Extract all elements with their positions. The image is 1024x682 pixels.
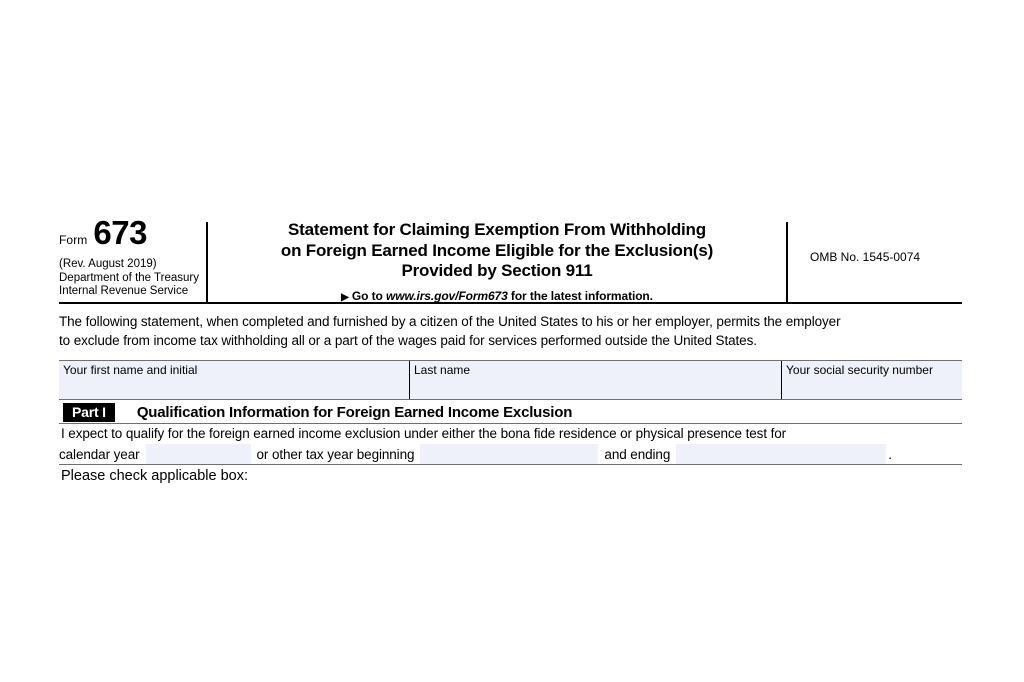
form-revision-date: (Rev. August 2019)	[59, 258, 157, 270]
form-title-line-3: Provided by Section 911	[401, 261, 593, 280]
ssn-label: Your social security number	[786, 363, 933, 377]
qualification-statement-line-1: I expect to qualify for the foreign earned income exclusion under either the bona fide residence or physical presence test for	[61, 426, 787, 441]
and-ending-label: and ending	[604, 447, 671, 462]
intro-line-1: The following statement, when completed and furnished by a citizen of the United States to his or her employer, permits the employer	[59, 314, 841, 329]
calendar-year-input[interactable]	[146, 444, 251, 464]
form-title-line-2: on Foreign Earned Income Eligible for the Exclusion(s)	[280, 240, 714, 260]
check-applicable-box-prompt: Please check applicable box:	[61, 468, 249, 484]
intro-line-2: to exclude from income tax withholding all or a part of the wages paid for services performed outside the United States.	[59, 333, 757, 348]
irs-form-url-link[interactable]: www.irs.gov/Form673	[385, 288, 508, 303]
form-header	[59, 212, 962, 304]
goto-instruction-line	[208, 289, 786, 303]
intro-paragraph	[59, 304, 962, 350]
department-line-1: Department of the Treasury	[59, 271, 199, 284]
first-name-field[interactable]	[59, 361, 409, 399]
form-number: 673	[93, 214, 147, 251]
right-triangle-icon: ▶	[341, 291, 349, 303]
form-number-row	[59, 216, 206, 256]
form-title-line-1: Statement for Claiming Exemption From Withholding	[288, 220, 706, 239]
tax-year-ending-input[interactable]	[676, 444, 886, 464]
last-name-field[interactable]	[409, 361, 781, 399]
tax-year-fill-row	[59, 444, 962, 465]
part-1-heading: Qualification Information for Foreign Earned Income Exclusion	[136, 403, 573, 421]
part-1-header-bar	[59, 400, 962, 424]
form-title-block	[208, 212, 786, 302]
other-tax-year-beginning-label: or other tax year beginning	[256, 447, 415, 462]
tax-year-beginning-input[interactable]	[420, 444, 598, 464]
first-name-label: Your first name and initial	[63, 363, 198, 377]
form-identity-block	[59, 212, 206, 302]
goto-suffix: for the latest information.	[510, 288, 653, 303]
omb-number: OMB No. 1545-0074	[810, 250, 921, 264]
sentence-period: .	[888, 447, 892, 462]
goto-prefix: Go to	[351, 288, 383, 303]
ssn-field[interactable]	[781, 361, 962, 399]
irs-form-673	[59, 212, 962, 487]
part-1-tag: Part I	[63, 403, 115, 422]
last-name-label: Last name	[414, 363, 471, 377]
department-line-2: Internal Revenue Service	[59, 284, 189, 297]
form-word-label: Form	[59, 233, 88, 247]
taxpayer-identity-row	[59, 360, 962, 400]
calendar-year-label: calendar year	[59, 447, 140, 462]
